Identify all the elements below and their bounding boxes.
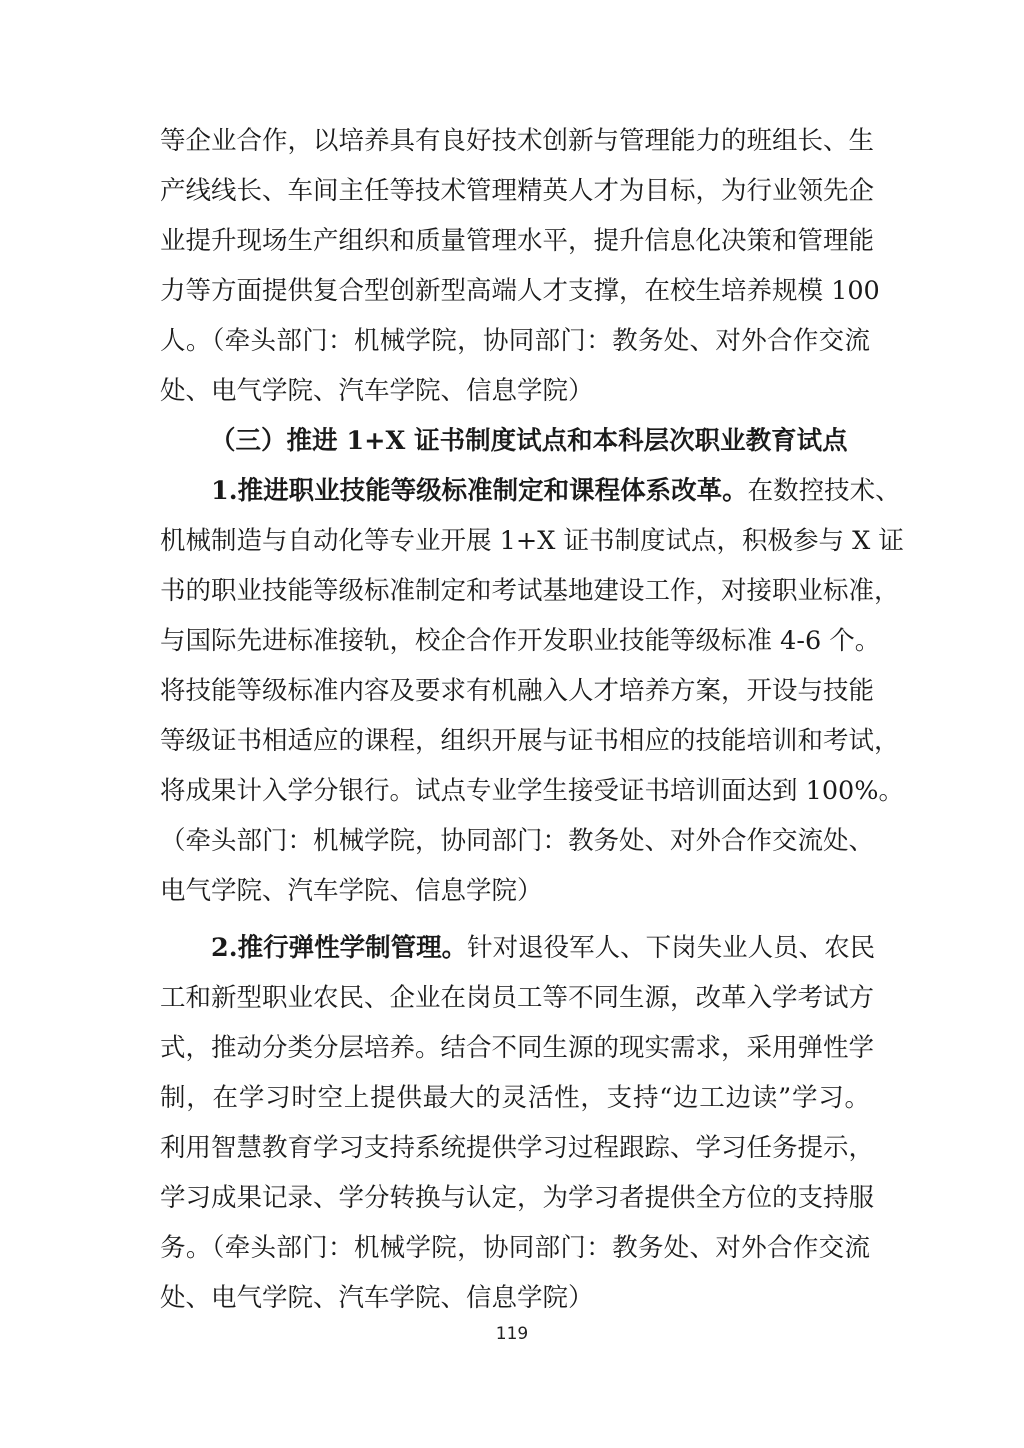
- paragraph-line: 工和新型职业农民、企业在岗员工等不同生源，改革入学考试方: [160, 983, 875, 1013]
- item2-first-line-text: 针对退役军人、下岗失业人员、农民: [467, 933, 876, 963]
- paragraph-line: 式，推动分类分层培养。结合不同生源的现实需求，采用弹性学: [160, 1033, 875, 1063]
- item1-first-line: [211, 471, 901, 511]
- paragraph-line: 与国际先进标准接轨，校企合作开发职业技能等级标准 4-6 个。: [160, 626, 881, 656]
- paragraph-line: 人。（牵头部门：机械学院，协同部门：教务处、对外合作交流: [160, 326, 870, 356]
- paragraph-line: （牵头部门：机械学院，协同部门：教务处、对外合作交流处、: [160, 826, 875, 856]
- paragraph-line: 处、电气学院、汽车学院、信息学院）: [160, 1283, 594, 1313]
- item1-title: 1.推进职业技能等级标准制定和课程体系改革。: [211, 476, 748, 506]
- item2-title: 2.推行弹性学制管理。: [211, 933, 468, 963]
- paragraph-line: 书的职业技能等级标准制定和考试基地建设工作，对接职业标准，: [160, 576, 900, 606]
- paragraph-line: 将成果计入学分银行。试点专业学生接受证书培训面达到 100%。: [160, 776, 905, 806]
- paragraph-line: 制，在学习时空上提供最大的灵活性，支持“边工边读”学习。: [160, 1083, 870, 1113]
- paragraph-line: 等级证书相适应的课程，组织开展与证书相应的技能培训和考试，: [160, 726, 900, 756]
- paragraph-line: 务。（牵头部门：机械学院，协同部门：教务处、对外合作交流: [160, 1233, 870, 1263]
- paragraph-line: 产线线长、车间主任等技术管理精英人才为目标，为行业领先企: [160, 176, 875, 206]
- item1-first-line-text: 在数控技术、: [747, 476, 901, 506]
- paragraph-line: 电气学院、汽车学院、信息学院）: [160, 876, 543, 906]
- paragraph-line: 机械制造与自动化等专业开展 1+X 证书制度试点，积极参与 X 证: [160, 526, 904, 556]
- paragraph-line: 学习成果记录、学分转换与认定，为学习者提供全方位的支持服: [160, 1183, 875, 1213]
- item2-first-line: [211, 928, 876, 968]
- paragraph-line: 利用智慧教育学习支持系统提供学习过程跟踪、学习任务提示，: [160, 1133, 875, 1163]
- paragraph-line: 等企业合作，以培养具有良好技术创新与管理能力的班组长、生: [160, 126, 875, 156]
- paragraph-line: 力等方面提供复合型创新型高端人才支撑，在校生培养规模 100: [160, 276, 880, 306]
- section-heading: （三）推进 1+X 证书制度试点和本科层次职业教育试点: [210, 426, 848, 456]
- page-number: 119: [495, 1324, 529, 1344]
- paragraph-line: 处、电气学院、汽车学院、信息学院）: [160, 376, 594, 406]
- paragraph-line: 将技能等级标准内容及要求有机融入人才培养方案，开设与技能: [160, 676, 875, 706]
- paragraph-line: 业提升现场生产组织和质量管理水平，提升信息化决策和管理能: [160, 226, 875, 256]
